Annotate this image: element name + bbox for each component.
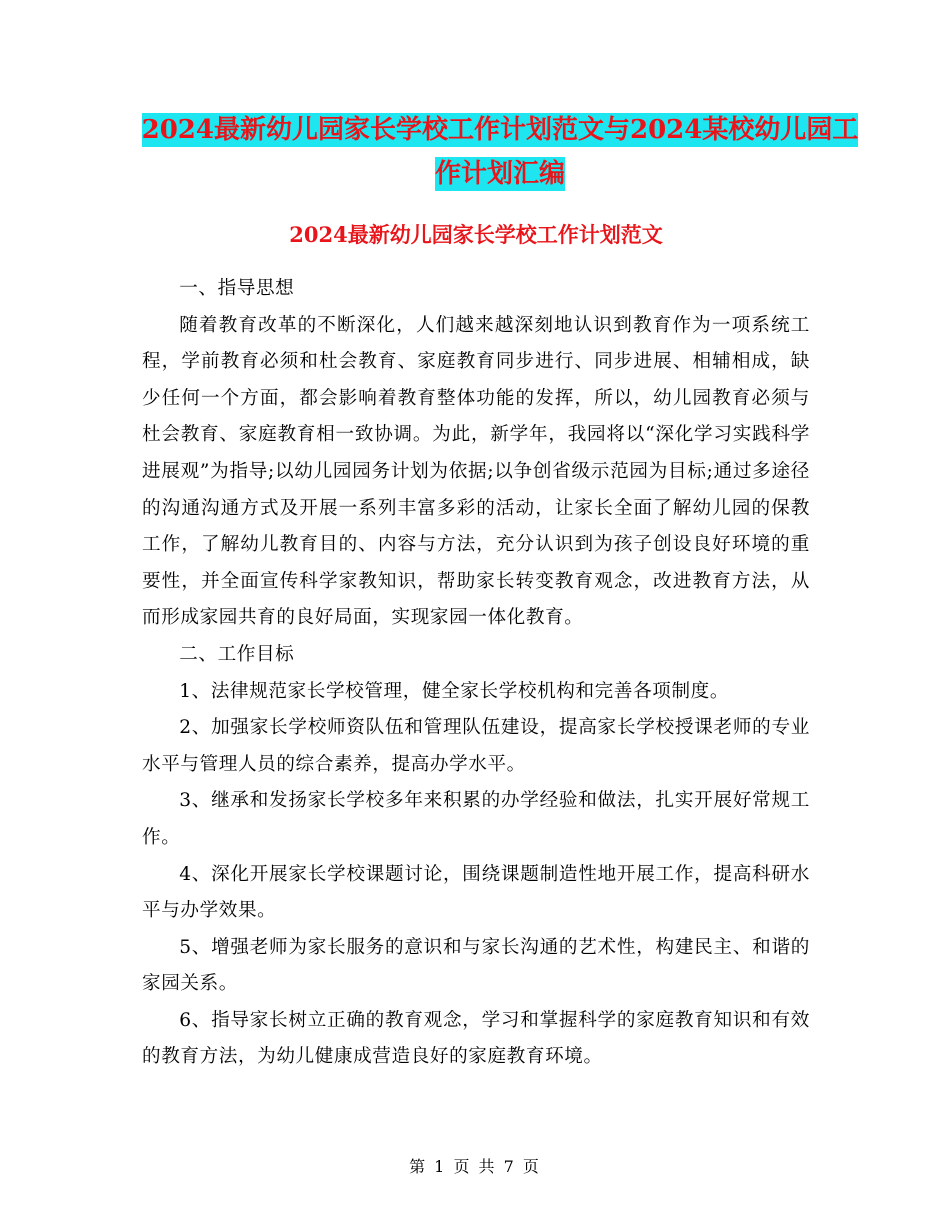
paragraph: 6、指导家长树立正确的教育观念，学习和掌握科学的家庭教育知识和有效的教育方法，为幼儿健康成营造良好的家庭教育环境。 xyxy=(142,1009,810,1068)
section-title: 2024最新幼儿园家长学校工作计划范文 xyxy=(289,222,663,247)
paragraph: 1、法律规范家长学校管理，健全家长学校机构和完善各项制度。 xyxy=(179,680,730,702)
paragraph: 随着教育改革的不断深化，人们越来越深刻地认识到教育作为一项系统工程，学前教育必须和杜会教育、家庭教育同步进行、同步进展、相辅相成，缺少任何一个方面，都会影响着教育整体功能的发挥，所以，幼儿园教育必须与杜会教育、家庭教育相一致协调。为此，新学年，我园将以“深化学习实践科学进展观”为指导;以幼儿园园务计划为依据;以争创省级示范园为目标;通过多途径的沟通沟通方式及开展一系列丰富多彩的活动，让家长全面了解幼儿园的保教工作，了解幼儿教育目的、内容与方法，充分认识到为孩子创设良好环境的重要性，并全面宣传科学家教知识，帮助家长转变教育观念，改进教育方法，从而形成家园共育的良好局面，实现家园一体化教育。 xyxy=(142,314,810,629)
document-body xyxy=(142,271,810,1076)
paragraph-heading: 二、工作目标 xyxy=(179,643,295,665)
paragraph: 4、深化开展家长学校课题讨论，围绕课题制造性地开展工作，提高科研水平与办学效果。 xyxy=(142,863,810,922)
paragraph: 3、继承和发扬家长学校多年来积累的办学经验和做法，扎实开展好常规工作。 xyxy=(142,790,810,848)
document-title xyxy=(140,108,860,196)
page-footer: 第 1 页 共 7 页 xyxy=(409,1157,541,1176)
paragraph: 5、增强老师为家长服务的意识和与家长沟通的艺术性，构建民主、和谐的家园关系。 xyxy=(142,936,810,995)
paragraph: 2、加强家长学校师资队伍和管理队伍建设，提高家长学校授课老师的专业水平与管理人员的综合素养，提高办学水平。 xyxy=(142,717,810,775)
paragraph-heading: 一、指导思想 xyxy=(179,278,295,299)
document-title-text: 2024最新幼儿园家长学校工作计划范文与2024某校幼儿园工作计划汇编 xyxy=(141,115,859,189)
